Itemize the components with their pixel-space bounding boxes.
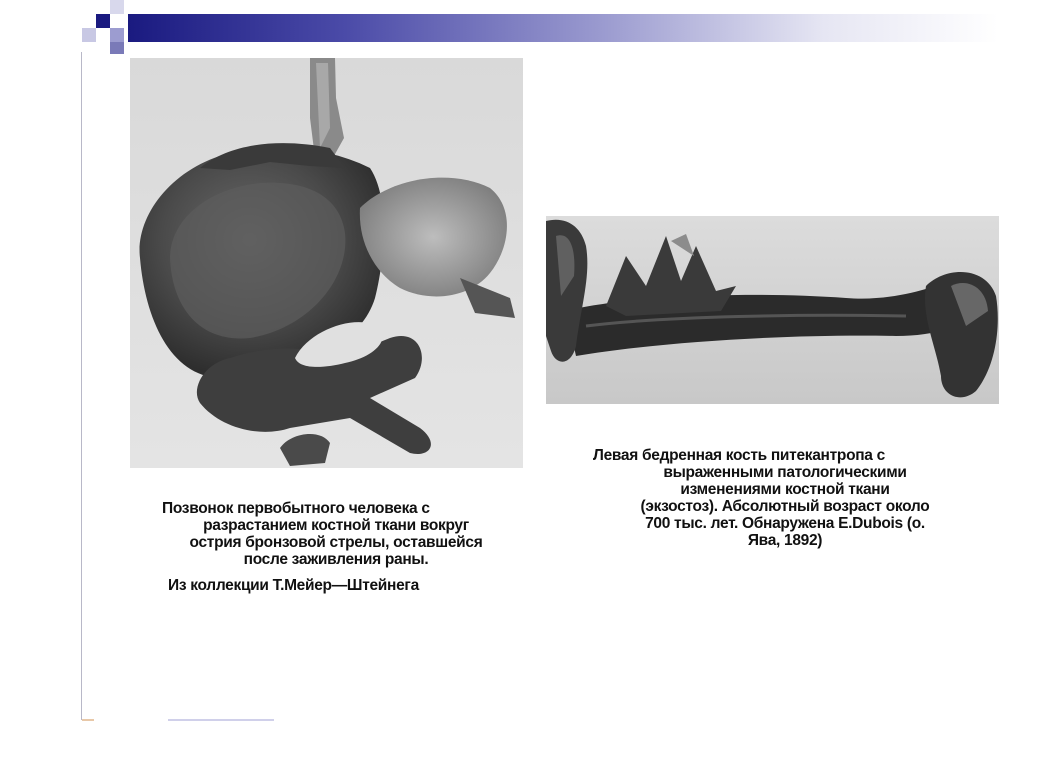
caption-right-line-1: Левая бедренная кость питекантропа с [593,447,885,464]
caption-right-line-5: 700 тыс. лет. Обнаружена E.Dubois (о. [645,515,925,532]
vertebra-photo [130,58,523,468]
deco-square-mid [110,42,124,54]
vertebra-caption [150,500,522,568]
caption-left-line-4: после заживления раны. [243,551,429,568]
femur-caption [585,447,985,549]
caption-right-line-4: (экзостоз). Абсолютный возраст около [640,498,930,515]
femur-photo [546,216,999,404]
deco-square-light [110,28,124,42]
left-vertical-rule [81,52,82,720]
collection-note [168,577,488,594]
vertebra-bone-icon [130,58,523,468]
deco-square-light-3 [110,0,124,14]
caption-left-line-3: острия бронзовой стрелы, оставшейся [189,534,483,551]
bottom-mark-left [82,719,94,721]
collection-text: Из коллекции Т.Мейер—Штейнега [168,577,419,594]
caption-left-line-1: Позвонок первобытного человека с [162,500,430,517]
caption-right-line-3: изменениями костной ткани [680,481,890,498]
femur-bone-icon [546,216,999,404]
deco-square-dark [96,14,110,28]
header-gradient-bar [128,14,998,42]
caption-left-line-2: разрастанием костной ткани вокруг [203,517,469,534]
bottom-mark-right [168,719,274,721]
caption-right-line-6: Ява, 1892) [747,532,823,549]
deco-square-light-2 [82,28,96,42]
caption-right-line-2: выраженными патологическими [663,464,907,481]
